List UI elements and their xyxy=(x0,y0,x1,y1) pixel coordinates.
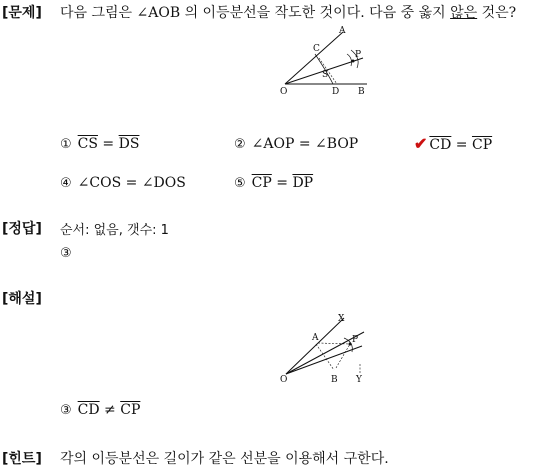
ray-ox xyxy=(286,318,344,374)
question-underlined: 않은 xyxy=(450,5,478,21)
option-5[interactable]: ⑤ $\overline{CP} = \overline{DP}$ xyxy=(234,175,314,191)
ray-oa xyxy=(285,32,343,84)
explanation-tag: [해설] xyxy=(2,291,42,307)
option-2[interactable]: ② ∠AOP = ∠BOP xyxy=(234,136,359,152)
segment-bp xyxy=(336,344,350,368)
label-p: P xyxy=(352,335,359,345)
bisector-op xyxy=(286,346,362,374)
label-c: C xyxy=(313,44,320,54)
hint-tag: [힌트] xyxy=(2,451,42,467)
option-4[interactable]: ④ ∠COS = ∠DOS xyxy=(60,175,186,191)
question-text xyxy=(60,2,516,22)
label-o: O xyxy=(280,87,288,97)
explanation-figure xyxy=(278,312,370,386)
label-p: P xyxy=(355,50,362,60)
label-s: S xyxy=(322,70,329,80)
answer-value: ③ xyxy=(60,246,72,261)
label-a: A xyxy=(312,333,319,343)
question-part: 다음 그림은 ∠AOB 의 이등분선을 작도한 것이다. 다음 중 옳지 xyxy=(60,5,451,21)
problem-tag: [문제] xyxy=(2,5,42,21)
answer-tag: [정답] xyxy=(2,221,42,237)
arc-p1 xyxy=(347,54,352,66)
hint-text: 각의 이등분선은 길이가 같은 선분을 이용해서 구한다. xyxy=(60,451,389,467)
option-3[interactable]: ✔ $\overline{CD} = \overline{CP}$ xyxy=(414,134,493,153)
label-a: A xyxy=(339,26,346,36)
angle-bisector-figure xyxy=(275,24,375,98)
label-d: D xyxy=(332,87,340,97)
option-1[interactable]: ① $\overline{CS} = \overline{DS}$ xyxy=(60,136,140,152)
answer-meta: 순서: 없음, 갯수: 1 xyxy=(60,223,169,238)
label-x: X xyxy=(338,314,345,324)
correct-check-icon: ✔ xyxy=(414,134,428,153)
question-part: 것은? xyxy=(477,5,517,21)
label-b: B xyxy=(331,375,338,385)
segment-ap xyxy=(318,343,350,344)
label-b: B xyxy=(358,87,365,97)
label-y: Y xyxy=(356,375,362,385)
explanation-statement: ③ $\overline{CD} \ne \overline{CP}$ xyxy=(60,402,141,418)
label-o: O xyxy=(280,375,288,385)
